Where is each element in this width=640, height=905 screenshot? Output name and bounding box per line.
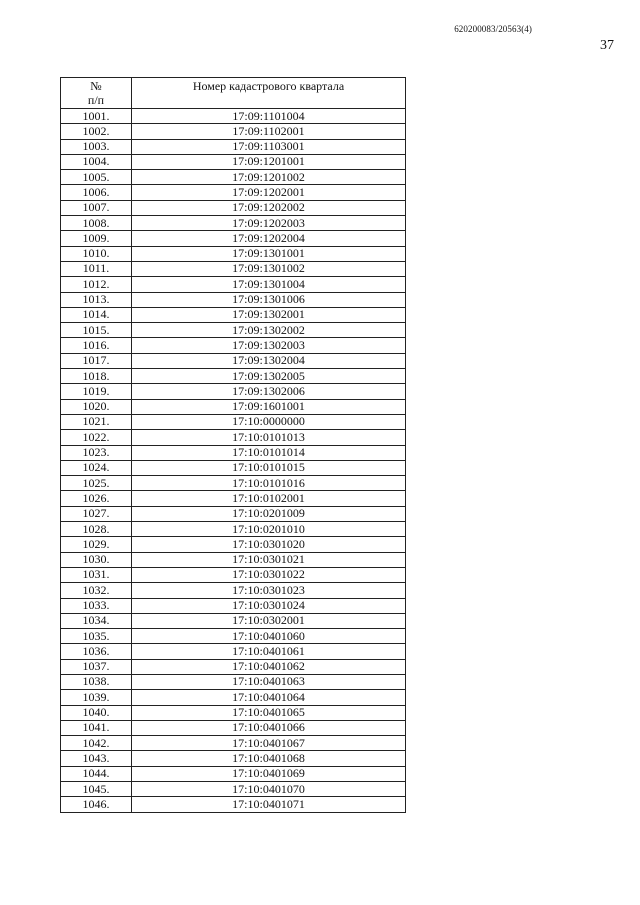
cadastral-quarter-number: 17:09:1202004 bbox=[132, 231, 406, 246]
row-number: 1043. bbox=[61, 751, 132, 766]
row-number: 1023. bbox=[61, 445, 132, 460]
cadastral-quarter-number: 17:09:1302001 bbox=[132, 307, 406, 322]
row-number: 1017. bbox=[61, 353, 132, 368]
table-row bbox=[61, 369, 406, 384]
document-code: 620200083/20563(4) bbox=[454, 24, 532, 34]
row-number: 1011. bbox=[61, 261, 132, 276]
cadastral-quarter-number: 17:09:1202001 bbox=[132, 185, 406, 200]
cadastral-quarter-number: 17:09:1301001 bbox=[132, 246, 406, 261]
table-row bbox=[61, 690, 406, 705]
cadastral-quarter-number: 17:10:0401060 bbox=[132, 629, 406, 644]
row-number: 1024. bbox=[61, 460, 132, 475]
cadastral-quarter-number: 17:10:0301020 bbox=[132, 537, 406, 552]
table-row bbox=[61, 292, 406, 307]
row-number: 1044. bbox=[61, 766, 132, 781]
row-number: 1013. bbox=[61, 292, 132, 307]
table-row bbox=[61, 552, 406, 567]
table-row bbox=[61, 277, 406, 292]
cadastral-quarter-number: 17:10:0301023 bbox=[132, 583, 406, 598]
cadastral-quarter-number: 17:10:0401063 bbox=[132, 674, 406, 689]
cadastral-quarter-number: 17:10:0000000 bbox=[132, 414, 406, 429]
cadastral-quarter-number: 17:10:0101016 bbox=[132, 476, 406, 491]
page-number: 37 bbox=[600, 38, 614, 53]
table-row bbox=[61, 598, 406, 613]
table-row bbox=[61, 384, 406, 399]
table-row bbox=[61, 629, 406, 644]
cadastral-quarter-number: 17:09:1201001 bbox=[132, 154, 406, 169]
row-number: 1022. bbox=[61, 430, 132, 445]
cadastral-quarter-number: 17:10:0401071 bbox=[132, 797, 406, 812]
cadastral-quarter-number: 17:10:0401069 bbox=[132, 766, 406, 781]
table-row bbox=[61, 323, 406, 338]
table-row bbox=[61, 246, 406, 261]
table-row bbox=[61, 797, 406, 812]
cadastral-quarter-number: 17:09:1302004 bbox=[132, 353, 406, 368]
row-number: 1045. bbox=[61, 782, 132, 797]
cadastral-quarter-number: 17:09:1202002 bbox=[132, 200, 406, 215]
row-number: 1041. bbox=[61, 720, 132, 735]
cadastral-quarter-number: 17:09:1302002 bbox=[132, 323, 406, 338]
table-row bbox=[61, 124, 406, 139]
table-row bbox=[61, 445, 406, 460]
table-row bbox=[61, 185, 406, 200]
row-number: 1034. bbox=[61, 613, 132, 628]
table-row bbox=[61, 414, 406, 429]
cadastral-quarter-number: 17:09:1301004 bbox=[132, 277, 406, 292]
cadastral-quarter-number: 17:10:0201010 bbox=[132, 522, 406, 537]
cadastral-quarter-number: 17:09:1302005 bbox=[132, 369, 406, 384]
row-number: 1039. bbox=[61, 690, 132, 705]
table-row bbox=[61, 353, 406, 368]
row-number: 1027. bbox=[61, 506, 132, 521]
number-abbrev: п/п bbox=[87, 93, 105, 107]
table-row bbox=[61, 491, 406, 506]
cadastral-quarter-number: 17:10:0101015 bbox=[132, 460, 406, 475]
row-number: 1033. bbox=[61, 598, 132, 613]
table-row bbox=[61, 736, 406, 751]
table-row bbox=[61, 154, 406, 169]
table-row bbox=[61, 460, 406, 475]
cadastral-quarter-number: 17:10:0401068 bbox=[132, 751, 406, 766]
row-number: 1015. bbox=[61, 323, 132, 338]
cadastral-quarter-number: 17:09:1601001 bbox=[132, 399, 406, 414]
cadastral-quarter-number: 17:09:1103001 bbox=[132, 139, 406, 154]
cadastral-quarter-number: 17:10:0301021 bbox=[132, 552, 406, 567]
row-number: 1038. bbox=[61, 674, 132, 689]
row-number: 1018. bbox=[61, 369, 132, 384]
row-number: 1036. bbox=[61, 644, 132, 659]
row-number: 1037. bbox=[61, 659, 132, 674]
cadastral-quarter-number: 17:09:1301002 bbox=[132, 261, 406, 276]
table-row bbox=[61, 705, 406, 720]
row-number: 1042. bbox=[61, 736, 132, 751]
cadastral-quarter-number: 17:09:1102001 bbox=[132, 124, 406, 139]
cadastral-quarter-number: 17:10:0401061 bbox=[132, 644, 406, 659]
table-row bbox=[61, 522, 406, 537]
row-number: 1012. bbox=[61, 277, 132, 292]
row-number: 1002. bbox=[61, 124, 132, 139]
table-row bbox=[61, 231, 406, 246]
cadastral-table bbox=[60, 77, 406, 813]
table-row bbox=[61, 430, 406, 445]
row-number: 1021. bbox=[61, 414, 132, 429]
row-number: 1029. bbox=[61, 537, 132, 552]
row-number: 1014. bbox=[61, 307, 132, 322]
row-number: 1001. bbox=[61, 109, 132, 124]
table-row bbox=[61, 139, 406, 154]
cadastral-quarter-number: 17:10:0401067 bbox=[132, 736, 406, 751]
row-number: 1035. bbox=[61, 629, 132, 644]
cadastral-quarter-number: 17:10:0301022 bbox=[132, 567, 406, 582]
table-row bbox=[61, 567, 406, 582]
row-number: 1007. bbox=[61, 200, 132, 215]
cadastral-quarter-number: 17:10:0101013 bbox=[132, 430, 406, 445]
row-number: 1030. bbox=[61, 552, 132, 567]
row-number: 1006. bbox=[61, 185, 132, 200]
row-number: 1019. bbox=[61, 384, 132, 399]
cadastral-quarter-number: 17:10:0102001 bbox=[132, 491, 406, 506]
table-row bbox=[61, 583, 406, 598]
row-number: 1020. bbox=[61, 399, 132, 414]
table-header-row bbox=[61, 78, 406, 109]
cadastral-quarter-number: 17:10:0301024 bbox=[132, 598, 406, 613]
row-number: 1005. bbox=[61, 170, 132, 185]
cadastral-quarter-number: 17:09:1101004 bbox=[132, 109, 406, 124]
cadastral-quarter-number: 17:10:0401064 bbox=[132, 690, 406, 705]
row-number: 1046. bbox=[61, 797, 132, 812]
table-row bbox=[61, 674, 406, 689]
table-row bbox=[61, 613, 406, 628]
table-row bbox=[61, 261, 406, 276]
column-header-cadastral: Номер кадастрового квартала bbox=[132, 78, 406, 109]
row-number: 1008. bbox=[61, 216, 132, 231]
table-row bbox=[61, 659, 406, 674]
table-row bbox=[61, 200, 406, 215]
table-row bbox=[61, 170, 406, 185]
cadastral-quarter-number: 17:09:1201002 bbox=[132, 170, 406, 185]
row-number: 1003. bbox=[61, 139, 132, 154]
table-row bbox=[61, 338, 406, 353]
row-number: 1031. bbox=[61, 567, 132, 582]
cadastral-quarter-number: 17:09:1301006 bbox=[132, 292, 406, 307]
cadastral-quarter-number: 17:10:0101014 bbox=[132, 445, 406, 460]
cadastral-quarter-number: 17:10:0401066 bbox=[132, 720, 406, 735]
table-row bbox=[61, 216, 406, 231]
table-row bbox=[61, 766, 406, 781]
cadastral-quarter-number: 17:09:1302006 bbox=[132, 384, 406, 399]
row-number: 1026. bbox=[61, 491, 132, 506]
table-row bbox=[61, 506, 406, 521]
table-row bbox=[61, 307, 406, 322]
table-body bbox=[61, 109, 406, 813]
row-number: 1016. bbox=[61, 338, 132, 353]
cadastral-quarter-number: 17:09:1202003 bbox=[132, 216, 406, 231]
row-number: 1040. bbox=[61, 705, 132, 720]
row-number: 1032. bbox=[61, 583, 132, 598]
cadastral-quarter-number: 17:10:0401065 bbox=[132, 705, 406, 720]
cadastral-quarter-number: 17:10:0302001 bbox=[132, 613, 406, 628]
table-row bbox=[61, 476, 406, 491]
row-number: 1009. bbox=[61, 231, 132, 246]
cadastral-quarter-number: 17:09:1302003 bbox=[132, 338, 406, 353]
table-row bbox=[61, 720, 406, 735]
row-number: 1010. bbox=[61, 246, 132, 261]
cadastral-quarter-number: 17:10:0401070 bbox=[132, 782, 406, 797]
table-row bbox=[61, 782, 406, 797]
table-row bbox=[61, 109, 406, 124]
row-number: 1004. bbox=[61, 154, 132, 169]
column-header-number bbox=[61, 78, 132, 109]
row-number: 1028. bbox=[61, 522, 132, 537]
cadastral-quarter-number: 17:10:0201009 bbox=[132, 506, 406, 521]
cadastral-quarter-number: 17:10:0401062 bbox=[132, 659, 406, 674]
table-row bbox=[61, 644, 406, 659]
table-row bbox=[61, 399, 406, 414]
row-number: 1025. bbox=[61, 476, 132, 491]
table-row bbox=[61, 537, 406, 552]
table-row bbox=[61, 751, 406, 766]
number-sign: № bbox=[90, 79, 102, 93]
